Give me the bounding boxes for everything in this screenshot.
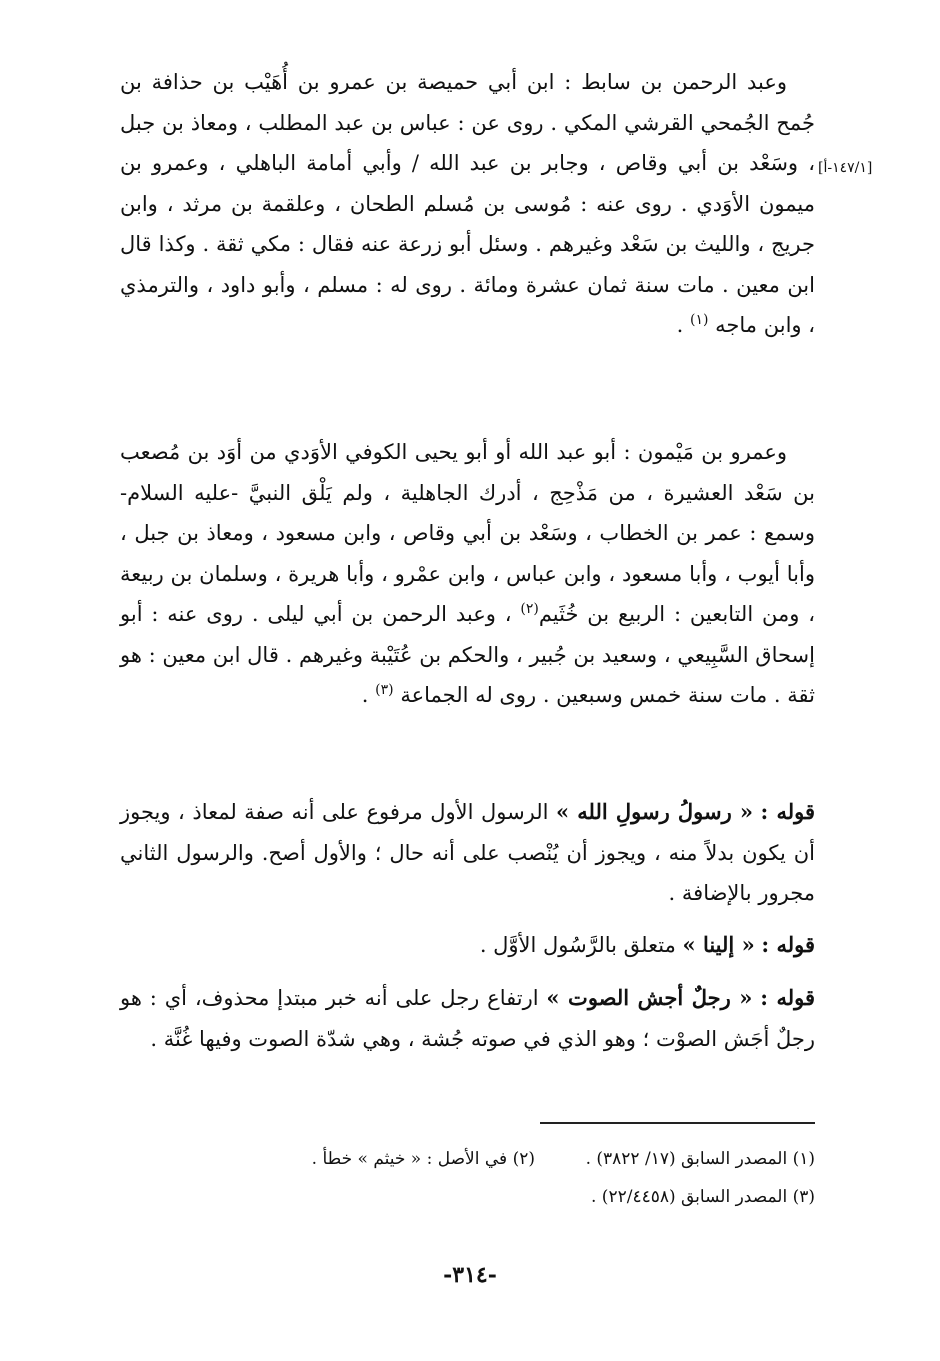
footnote-reference-3[interactable]: (٣) <box>375 682 394 698</box>
commentary-label: قوله : <box>761 932 815 957</box>
commentary-2 <box>120 925 815 966</box>
footnote-1: (١) المصدر السابق (١٧/ ٣٨٢٢) . <box>585 1149 815 1169</box>
paragraph-text: وعمرو بن مَيْمون : أبو عبد الله أو أبو يحيى الكوفي الأوَدي من أوَد بن مُصعب بن سَعْد العشيرة ، من مَذْحِج ، أدرك الجاهلية ، ولم يَلْق النبيَّ -عليه السلام- وسمع : عمر بن الخطاب ، وسَعْد بن أبي وقاص ، وابن مسعود ، ومعاذ بن جبل ، وأبا أيوب ، وأبا مسعود ، وابن عباس ، وابن عمْرو ، وأبا هريرة ، وسلمان بن ربيعة ، ومن التابعين : الربيع بن خُثَيم <box>120 440 816 626</box>
commentary-quote: « إلينا » <box>682 932 755 957</box>
commentary-text: الرسول الأول مرفوع على أنه صفة لمعاذ ، ويجوز أن يكون بدلاً منه ، ويجوز أن يُنْصب على أنه حال ؛ والأول أصح. والرسول الثاني مجرور بالإضافة . <box>120 800 815 905</box>
commentary-text: ارتفاع رجل على أنه خبر مبتدإ محذوف، أي : هو رجلٌ أجَش الصوْت ؛ وهو الذي في صوته جُشة ، وهي شدّة الصوت وفيها غُنَّة . <box>120 986 815 1051</box>
commentary-text: متعلق بالرَّسُول الأوَّل . <box>479 933 683 957</box>
footnote-reference-1[interactable]: (١) <box>690 312 709 328</box>
margin-manuscript-reference: [١٤٧/١-أ] <box>818 160 873 176</box>
biography-paragraph-2: وعمرو بن مَيْمون : أبو عبد الله أو أبو يحيى الكوفي الأوَدي من أوَد بن مُصعب بن سَعْد العشيرة ، من مَذْحِج ، أدرك الجاهلية ، ولم يَلْق النبيَّ -عليه السلام- وسمع : عمر بن الخطاب ، وسَعْد بن أبي وقاص ، وابن مسعود ، ومعاذ بن جبل ، وأبا أيوب ، وأبا مسعود ، وابن عباس ، وابن عمْرو ، وأبا هريرة ، وسلمان بن ربيعة ، ومن التابعين : الربيع بن خُثَيم$^{(٢)}$ ، وعبد الرحمن بن أبي ليلى . روى عنه : أبو إسحاق السَّبِيعي ، وسعيد بن جُبير ، والحكم بن عُتَيْبة وغيرهم . قال ابن معين : هو ثقة . مات سنة خمس وسبعين . روى له الجماعة $^{(٣)}$ . <box>120 440 816 707</box>
commentary-quote: « رسولُ رسولِ الله » <box>556 799 754 824</box>
commentary-3 <box>120 978 815 1059</box>
footnotes <box>120 1140 815 1216</box>
page-number: -٣١٤- <box>443 1262 497 1288</box>
footnote-divider <box>540 1122 815 1124</box>
commentary-label: قوله : <box>760 985 816 1010</box>
commentary-1 <box>120 792 815 914</box>
commentary-label: قوله : <box>760 799 815 824</box>
commentary-quote: « رجلٌ أجش الصوت » <box>546 985 753 1010</box>
biography-paragraph-1: وعبد الرحمن بن سابط : ابن أبي حميصة بن عمرو بن أُهَيْب بن حذافة بن جُمح الجُمحي القرشي المكي . روى عن : عباس بن عبد المطلب ، ومعاذ بن جبل ، وسَعْد بن أبي وقاص ، وجابر بن عبد الله / وأبي أمامة الباهلي ، وعمرو بن ميمون الأوَدي . روى عنه : مُوسى بن مُسلم الطحان ، وعلقمة بن مرثد ، وابن جريج ، والليث بن سَعْد وغيرهم . وسئل أبو زرعة عنه فقال : مكي ثقة . وكذا قال ابن معين . مات سنة ثمان عشرة ومائة . روى له : مسلم ، وأبو داود ، والترمذي ، وابن ماجه $^{(١)}$ . <box>120 70 815 337</box>
paragraph-text: وعبد الرحمن بن سابط : ابن أبي حميصة بن عمرو بن أُهَيْب بن حذافة بن جُمح الجُمحي القرشي المكي . روى عن : عباس بن عبد المطلب ، ومعاذ بن جبل ، وسَعْد بن أبي وقاص ، وجابر بن عبد الله / وأبي أمامة الباهلي ، وعمرو بن ميمون الأوَدي . روى عنه : مُوسى بن مُسلم الطحان ، وعلقمة بن مرثد ، وابن جريج ، والليث بن سَعْد وغيرهم . وسئل أبو زرعة عنه فقال : مكي ثقة . وكذا قال ابن معين . مات سنة ثمان عشرة ومائة . روى له : مسلم ، وأبو داود ، والترمذي ، وابن ماجه <box>120 70 815 337</box>
footnote-3: (٣) المصدر السابق (٢٢/٤٤٥٨) . <box>591 1187 815 1207</box>
footnote-reference-2[interactable]: (٢) <box>520 601 539 617</box>
footnote-2: (٢) في الأصل : « خيثم » خطأ . <box>311 1149 535 1169</box>
